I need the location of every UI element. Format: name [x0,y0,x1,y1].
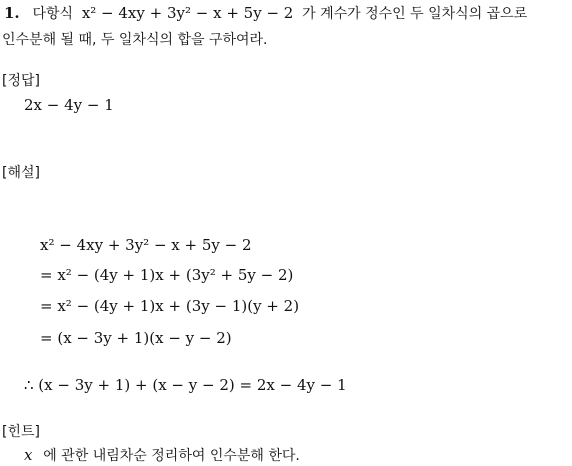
question-prefix: 다항식 [32,6,74,22]
hint-text-line [24,445,300,466]
answer-value: 2x − 4y − 1 [24,96,114,114]
question-number: 1. [4,4,20,22]
question-expression: x² − 4xy + 3y² − x + 5y − 2 [81,4,294,22]
question-rest: 가 계수가 정수인 두 일차식의 곱으로 [302,6,528,22]
hint-variable: x [24,446,33,464]
solution-label: [해설] [2,165,40,181]
hint-label: [힌트] [2,424,40,440]
solution-step: = x² − (4y + 1)x + (3y² + 5y − 2) [40,266,294,284]
question-line-2: 인수분해 될 때, 두 일차식의 합을 구하여라. [2,32,268,48]
solution-step: = x² − (4y + 1)x + (3y − 1)(y + 2) [40,297,300,315]
hint-text: 에 관한 내림차순 정리하여 인수분해 한다. [43,448,300,464]
solution-step: = (x − 3y + 1)(x − y − 2) [40,329,232,347]
solution-conclusion: ∴ (x − 3y + 1) + (x − y − 2) = 2x − 4y − 1 [24,376,347,394]
answer-label: [정답] [2,73,40,89]
solution-step: x² − 4xy + 3y² − x + 5y − 2 [40,236,252,254]
question-line-1 [4,3,527,24]
